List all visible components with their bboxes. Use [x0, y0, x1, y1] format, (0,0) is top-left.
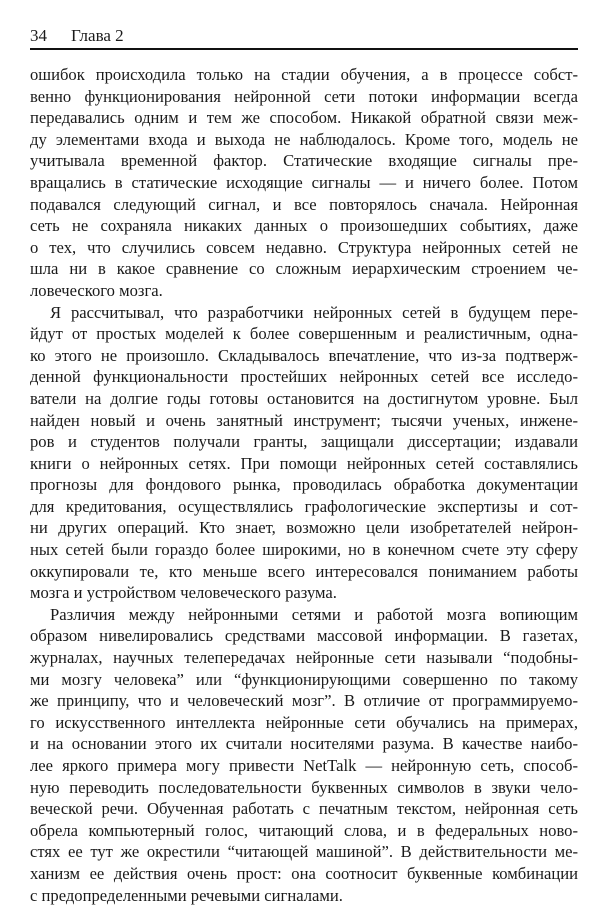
text-line: ную переводить последовательности буквенных символов в звуки чело- [30, 777, 578, 797]
text-line: вращались в статические исходящие сигналы — и ничего более. Потом [30, 172, 578, 192]
text-line: лее яркого примера могу привести NetTalk — нейронную сеть, способ- [30, 756, 578, 775]
text-line: ми мозгу человека” или “функционирующими совершенно по такому [30, 669, 578, 689]
text-line: образом нивелировались средствами массовой информации. В газетах, [30, 626, 578, 646]
text-line: учитывала временной фактор. Статические входящие сигналы пре- [30, 151, 578, 171]
text-line: ко этого не произошло. Складывалось впечатление, что из-за подтверж- [30, 345, 578, 365]
paragraph-1 [30, 64, 578, 302]
text-line: ватели на долгие годы готовы остановится на достигнутом уровне. Был [30, 388, 578, 408]
page-number: 34 [30, 26, 47, 45]
text-line: ных сетей были гораздо более широкими, но в конечном счете эту сферу [30, 540, 578, 560]
text-line: с предопределенными речевыми сигналами. [30, 885, 343, 905]
text-line: найден новый и очень занятный инструмент; тысячи ученых, инжене- [30, 410, 578, 430]
text-line: го искусственного интеллекта нейронные сети обучались на примерах, [30, 712, 578, 732]
text-line: передавались одним и тем же способом. Никакой обратной связи меж- [30, 108, 578, 128]
text-line: книги о нейронных сетях. При помощи нейронных сетей составлялись [30, 453, 578, 473]
text-line: обрела компьютерный голос, читающий слова, и в федеральных ново- [30, 820, 578, 840]
chapter-title: Глава 2 [71, 26, 124, 45]
text-line: ханизм ее действия очень прост: она соотносит буквенные комбинации [30, 863, 578, 883]
running-head [30, 24, 578, 48]
paragraph-2 [30, 302, 578, 604]
text-line: журналах, научных телепередачах нейронные сети называли “подобны- [30, 648, 578, 668]
text-line: и на основании этого их считали носителями разума. В качестве наибо- [30, 734, 578, 754]
text-line: сеть не сохраняла никаких данных о произошедших событиях, даже [30, 216, 578, 236]
body-text [30, 64, 578, 906]
text-line: денной функциональности простейших нейронных сетей все исследо- [30, 367, 578, 387]
text-line: ров и студентов получали гранты, защищали диссертации; издавали [30, 432, 578, 452]
text-line: ошибок происходила только на стадии обучения, а в процессе собст- [30, 65, 578, 84]
text-line: веческой речи. Обученная работать с печатным текстом, нейронная сеть [30, 799, 578, 819]
text-line: шла ни в какое сравнение со сложным иерархическим строением че- [30, 259, 578, 279]
paragraph-3 [30, 604, 578, 906]
text-line: Различия между нейронными сетями и работой мозга вопиющим [50, 604, 578, 624]
text-line: оккупировали те, кто меньше всего интересовался пониманием работы [30, 561, 578, 581]
text-line: мозга и устройством человеческого разума. [30, 583, 337, 603]
text-line: стях ее тут же окрестили “читающей машиной”. В действительности ме- [30, 842, 578, 862]
text-line: для кредитования, осуществлялись графологические экспертизы и сот- [30, 496, 578, 516]
text-line: подавался следующий сигнал, и все повторялось сначала. Нейронная [30, 194, 578, 214]
text-line: ду элементами входа и выхода не наблюдалось. Кроме того, модель не [30, 129, 578, 149]
text-line: ловеческого мозга. [30, 280, 163, 300]
text-line: ни других операций. Кто знает, возможно цели изобретателей нейрон- [30, 518, 578, 538]
header-rule [30, 48, 578, 50]
text-line: же принципу, что и человеческий мозг”. В отличие от программируемо- [30, 691, 578, 711]
text-line: Я рассчитывал, что разработчики нейронных сетей в будущем пере- [50, 302, 578, 322]
text-line: прогнозы для фондового рынка, проводилась обработка документации [30, 475, 578, 495]
text-line: йдут от простых моделей к более совершенным и реалистичным, одна- [30, 324, 578, 344]
text-line: венно функционирования нейронной сети потоки информации всегда [30, 86, 578, 106]
text-line: о тех, что случились совсем недавно. Структура нейронных сетей не [30, 237, 578, 257]
